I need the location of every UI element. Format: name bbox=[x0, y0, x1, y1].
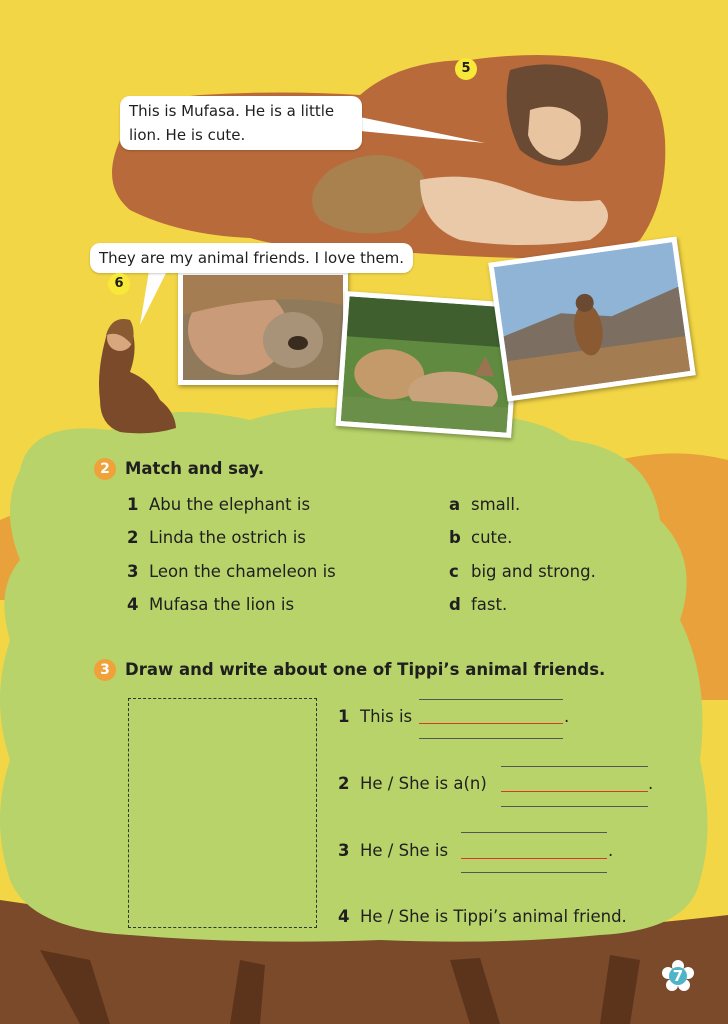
sentence-text: He / She is a(n) bbox=[360, 774, 487, 793]
sentence-text: He / She is bbox=[360, 841, 449, 860]
writing-line-base[interactable] bbox=[419, 723, 563, 724]
page-number-badge bbox=[662, 960, 694, 992]
match-right-text: cute. bbox=[471, 528, 513, 547]
match-right-letter: b bbox=[449, 528, 461, 547]
match-right-item bbox=[449, 595, 507, 614]
sentence-end: . bbox=[648, 774, 654, 793]
sentence-text: This is bbox=[360, 707, 413, 726]
sentence-row bbox=[338, 774, 487, 793]
match-left-text: Leon the chameleon is bbox=[149, 562, 336, 581]
match-right-letter: c bbox=[449, 562, 459, 581]
bubble-friends-text: They are my animal friends. I love them. bbox=[99, 249, 405, 267]
match-right-item bbox=[449, 562, 596, 581]
match-left-item bbox=[127, 562, 336, 581]
sentence-number: 4 bbox=[338, 907, 350, 926]
match-right-item bbox=[449, 528, 512, 547]
match-left-text: Abu the elephant is bbox=[149, 495, 311, 514]
writing-line-top bbox=[461, 832, 607, 833]
match-left-number: 2 bbox=[127, 528, 139, 547]
writing-line-top bbox=[501, 766, 648, 767]
page-number: 7 bbox=[672, 967, 684, 985]
bubble-number-5: 5 bbox=[455, 58, 477, 80]
writing-line-top bbox=[419, 699, 563, 700]
match-left-number: 4 bbox=[127, 595, 139, 614]
match-right-item bbox=[449, 495, 520, 514]
writing-line-base[interactable] bbox=[461, 858, 607, 859]
match-left-number: 3 bbox=[127, 562, 139, 581]
photo-girl-running bbox=[488, 236, 696, 401]
sentence-end: . bbox=[608, 841, 614, 860]
match-left-item bbox=[127, 495, 310, 514]
section-3-title: Draw and write about one of Tippi’s animal friends. bbox=[125, 660, 606, 679]
sentence-row bbox=[338, 907, 627, 926]
speech-bubble-mufasa bbox=[120, 96, 362, 150]
speech-bubble-friends bbox=[90, 243, 413, 273]
writing-line-bottom bbox=[501, 806, 648, 807]
section-2-title: Match and say. bbox=[125, 459, 265, 478]
photo-girl-meerkat bbox=[178, 270, 348, 385]
match-left-number: 1 bbox=[127, 495, 139, 514]
sentence-number: 1 bbox=[338, 707, 350, 726]
bubble-number-6: 6 bbox=[108, 273, 130, 295]
match-right-text: small. bbox=[471, 495, 521, 514]
match-left-text: Mufasa the lion is bbox=[149, 595, 295, 614]
match-left-text: Linda the ostrich is bbox=[149, 528, 306, 547]
bubble-mufasa-text: This is Mufasa. He is a little lion. He is cute. bbox=[129, 102, 335, 144]
sentence-end: . bbox=[564, 707, 570, 726]
sentence-number: 3 bbox=[338, 841, 350, 860]
section-2-badge: 2 bbox=[94, 458, 116, 480]
section-3-badge: 3 bbox=[94, 659, 116, 681]
photo-girl-caracal bbox=[336, 291, 521, 438]
bubble-tail-6 bbox=[135, 265, 175, 330]
bubble-tail-5 bbox=[350, 105, 490, 150]
sentence-text: He / She is Tippi’s animal friend. bbox=[360, 907, 627, 926]
match-right-letter: a bbox=[449, 495, 461, 514]
sentence-row bbox=[338, 841, 448, 860]
sentence-number: 2 bbox=[338, 774, 350, 793]
writing-line-bottom bbox=[461, 872, 607, 873]
match-left-item bbox=[127, 528, 306, 547]
drawing-box[interactable] bbox=[128, 698, 317, 928]
match-right-letter: d bbox=[449, 595, 461, 614]
writing-line-base[interactable] bbox=[501, 791, 648, 792]
match-right-text: fast. bbox=[471, 595, 508, 614]
sentence-row bbox=[338, 707, 412, 726]
match-left-item bbox=[127, 595, 294, 614]
match-right-text: big and strong. bbox=[471, 562, 596, 581]
writing-line-bottom bbox=[419, 738, 563, 739]
